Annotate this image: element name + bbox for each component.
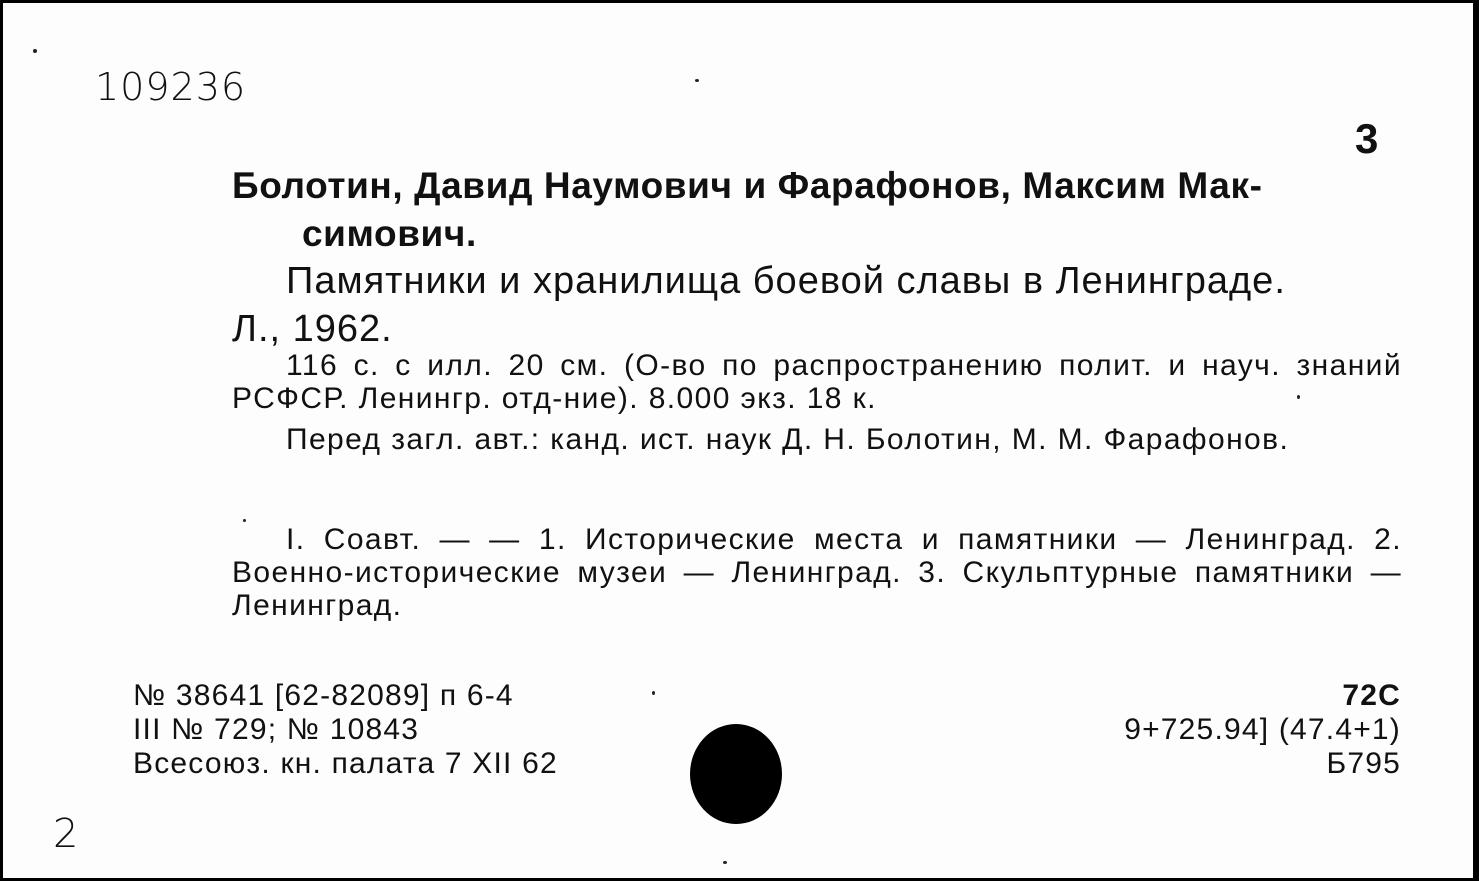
collation-text: 116 с. с илл. 20 см. (О-во по распространению полит. и науч. знаний РСФСР. Ленингр. отд-ние). 8.000 экз. 18 к. bbox=[232, 349, 1402, 415]
dust-speck bbox=[1297, 395, 1300, 399]
collation bbox=[232, 349, 1402, 415]
registration-line2: III № 729; № 10843 bbox=[133, 713, 420, 746]
punch-hole bbox=[690, 724, 782, 824]
registration-info bbox=[133, 679, 558, 781]
dust-speck bbox=[33, 49, 37, 53]
classification-line2: 9+725.94] (47.4+1) bbox=[1124, 713, 1401, 746]
classification-line3: Б795 bbox=[1326, 747, 1401, 780]
dust-speck bbox=[695, 79, 699, 82]
subject-tracings-text: I. Соавт. — — 1. Исторические места и памятники — Ленинград. 2. Военно-исторические музеи — Ленинград. 3. Скульптурные памятники — Ленинград. bbox=[232, 523, 1402, 622]
dust-speck bbox=[652, 691, 655, 695]
registration-line3: Всесоюз. кн. палата 7 XII 62 bbox=[133, 747, 558, 780]
classification-info bbox=[1124, 679, 1401, 781]
dust-speck bbox=[723, 861, 727, 864]
inventory-number: 109236 bbox=[95, 65, 247, 109]
registration-line1: № 38641 [62-82089] п 6-4 bbox=[133, 679, 514, 712]
title-block bbox=[232, 257, 1402, 353]
title-line1: Памятники и хранилища боевой славы в Ленинграде. bbox=[286, 260, 1286, 302]
author-note bbox=[232, 423, 1402, 456]
classification-line1: 72С bbox=[1342, 679, 1401, 712]
dust-speck bbox=[243, 519, 246, 522]
title-line2: Л., 1962. bbox=[232, 308, 393, 350]
author-heading-line2: симович. bbox=[302, 213, 477, 254]
author-heading bbox=[232, 165, 1402, 255]
author-note-text: Перед загл. авт.: канд. ист. наук Д. Н. Болотин, М. М. Фарафонов. bbox=[286, 423, 1290, 456]
author-heading-line1: Болотин, Давид Наумович и Фарафонов, Максим Мак- bbox=[232, 165, 1263, 206]
corner-handwritten-mark: 2 bbox=[53, 811, 79, 857]
card-number: 3 bbox=[1355, 115, 1379, 162]
subject-tracings bbox=[232, 523, 1402, 622]
